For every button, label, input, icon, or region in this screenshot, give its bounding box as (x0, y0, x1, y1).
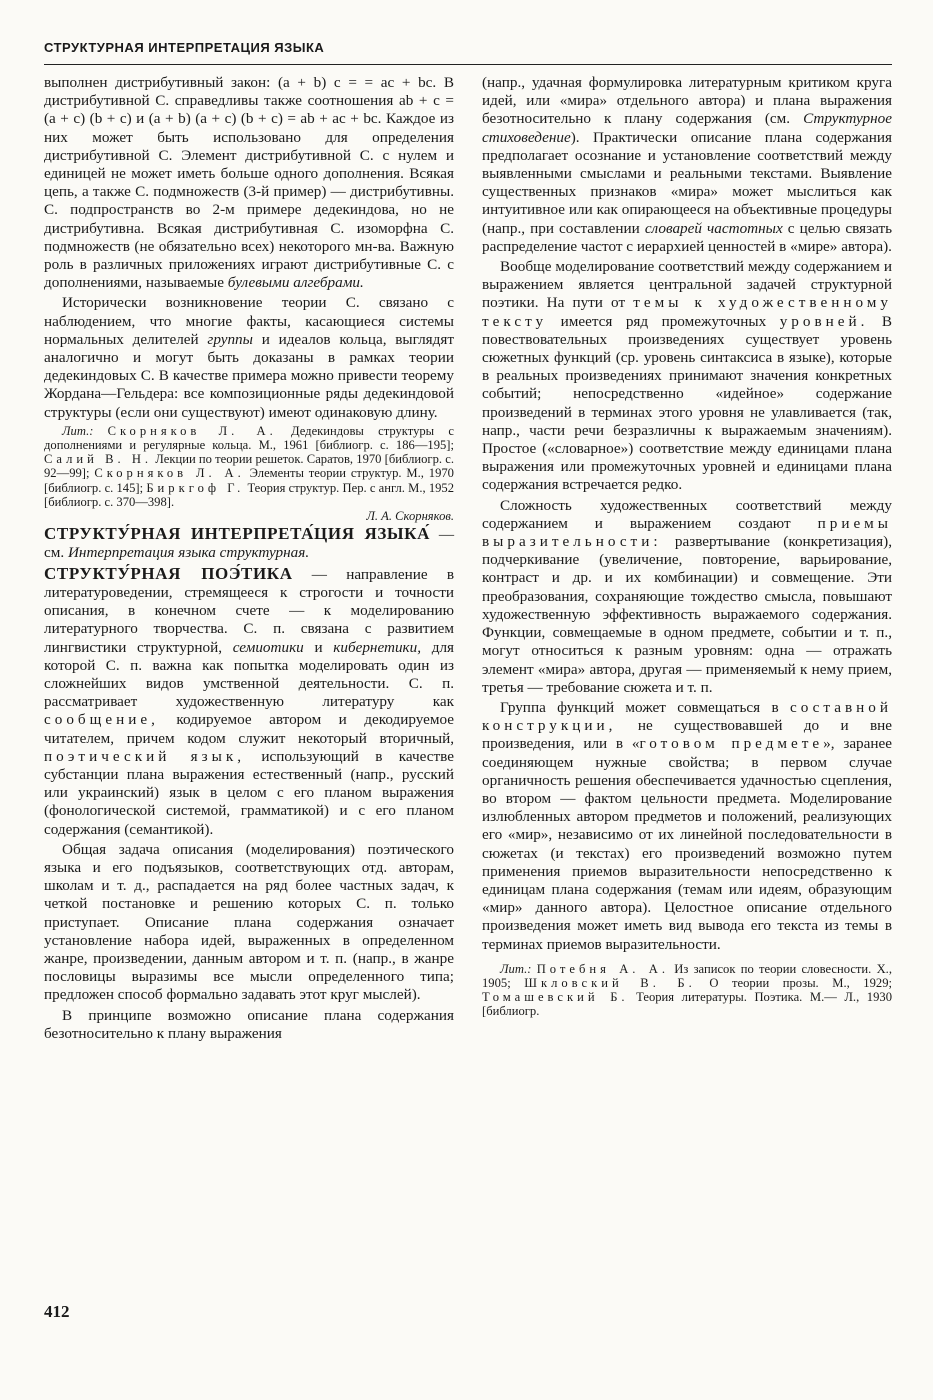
text: ). Практически описание плана содержания предполагает осознание и установление соответствий между выявленными смыслами и реальными текстами. Выявление существенных признаков «мира» может мыслиться как интуитивное или как опирающееся на объективные процедуры (напр., при составлении (482, 128, 892, 237)
author-attribution: Л. А. Скорняков. (366, 509, 454, 524)
text: Группа функций может совмещаться в (500, 698, 779, 716)
entry-structural-interpretation (44, 525, 454, 562)
bib-author: Томашевский Б. (482, 990, 629, 1005)
term-link: Структурное стиховедение (482, 110, 893, 146)
entry-structural-poetics (44, 565, 454, 839)
paragraph (482, 699, 892, 954)
bib-text: О теории прозы. М., 1929; (709, 975, 892, 990)
bib-author: Биркгоф Г. (146, 480, 245, 495)
text: развертывание (конкретизация), подчеркивание (увеличение, повторение, варьирование, контраст и др. и их комбинации) и совмещение. Эти преобразования, сохраняющие тождество смысла, повышают художественную эффективность выражаемого содержания. Функции, совмещаемые в одном предмете, событии и т. п., могут относиться к разным уровням: одна — отражать элемент «мира» автора, другая — применяемый к нему прием, третья — требование сюжета и т. п. (482, 533, 892, 696)
running-head: СТРУКТУРНАЯ ИНТЕРПРЕТАЦИЯ ЯЗЫКА (44, 40, 325, 55)
text: выполнен дистрибутивный закон: (a + b) c = = ac + bc. В дистрибутивной С. справедливы также соотношения ab + c = (a + c) (b + c) и (a + b) (a + c) (b + c) = ab + ac + bc. Каждое из них может быть использовано для определения дистрибутивной С. Элемент дистрибутивной С. с нулем и единицей не может иметь больше одного дополнения. Всякая цепь, а также С. подмножеств (3-й пример) — дистрибутивны. С. подпространств во 2-м примере дедекиндова, но не дистрибутивна. Всякая дистрибутивная С. изоморфна С. подмножеств (не обязательно всех) некоторого мн-ва. Важную роль в различных приложениях играют дистрибутивные С. с дополнениями, называемые (44, 74, 454, 292)
term-link: семиотики (232, 638, 304, 656)
bibliography (482, 962, 892, 1019)
bib-text: Из записок по теории словесности. Х., 1905; (482, 961, 892, 990)
entry-headword: СТРУКТУ́РНАЯ ИНТЕРПРЕТА́ЦИЯ ЯЗЫКА́ (44, 524, 430, 544)
paragraph (44, 294, 454, 421)
text: (напр., удачная формулировка литературным критиком круга идей, или «мира» отдельного автора) и плана выражения безотносительно к плану содержания (см. (482, 74, 892, 128)
lit-label: Лит.: (500, 961, 532, 976)
text: — см. (44, 526, 455, 562)
text: не существовавшей до и вне произведения, или в « (482, 717, 893, 753)
term-link: словарей частотных (644, 219, 783, 237)
lit-label: Лит.: (62, 423, 94, 438)
text: Исторически возникновение теории С. связано с наблюдением, что многие факты, касающиеся системы нормальных делителей (44, 294, 454, 348)
term-link: булевыми алгебрами. (227, 274, 364, 292)
paragraph: Общая задача описания (моделирования) поэтического языка и его подъязыков, соответствующих отд. авторам, школам и т. д., распадается на ряд более частных задач, к четкой постановке и решению которых С. п. только приступает. Описание плана содержания означает установление набора идей, выраженных в определенном жанре, произведении, данным автором и т. п. (напр., в жанре пословицы выразимы все мысли определенного типа; предложен способ формально задавать этот круг мыслей). (44, 840, 454, 1004)
bib-author: Салий В. Н. (44, 452, 153, 467)
paragraph (44, 74, 454, 292)
right-column (482, 74, 892, 1019)
spaced-term: сообщение, (44, 711, 159, 729)
bib-text: Теория литературы. Поэтика. М.— Л., 1930 [библиогр. (482, 990, 892, 1019)
paragraph (482, 74, 892, 256)
page-number: 412 (44, 1302, 70, 1321)
text: Сложность художественных соответствий между содержанием и выражением создают (482, 496, 892, 532)
left-column (44, 74, 454, 1043)
paragraph: В принципе возможно описание плана содержания безотносительно к плану выражения (44, 1006, 454, 1042)
text: », заранее соединяющем нужные свойства; в первом случае органичность решения обеспечивается удачностью сцепления, во втором — фактом цельности предмета. Моделирование излюбленных автором предметов и положений, реализующих его «мир», независимо от их линейной последовательности в сюжетах (и текстах) его произведений возможно путем применения приемов выразительности непосредственно к единицам плана содержания (темам или идеям, образующим «мир» данного автора). Целостное описание отдельного произведения может иметь вид вывода его текста из темы в терминах приемов выразительности. (482, 735, 893, 953)
text: с целью связать распределение частот с иерархией ценностей в «мире» автора). (482, 219, 893, 255)
bib-author: Скорняков Л. А. (107, 423, 277, 438)
cross-reference: Интерпретация языка структурная. (67, 544, 310, 562)
term-link: кибернетики, (333, 638, 422, 656)
spaced-term: темы к художественному тексту (482, 294, 893, 330)
bib-text: Лекции по теории решеток. Саратов, 1970 [библиогр. с. 92—99]; (44, 452, 454, 481)
text: и идеалов кольца, выглядят аналогично и могут быть доказаны в рамках теории дедекиндовых С. В качестве примера можно привести теорему Жордана—Гельдера: все композиционные ряды дедекиндовой структуры (если они существуют) имеют одинаковую длину. (44, 330, 454, 421)
bib-text: Теория структур. Пер. с англ. М., 1952 [библиогр. с. 370—398]. (44, 480, 455, 509)
spaced-term: готовом предмете (639, 735, 824, 753)
text: для которой С. п. важна как попытка моделировать один из сложнейших видов умственной деятельности. С. п. рассматривает художественную литературу как (44, 638, 455, 711)
paragraph (482, 258, 892, 495)
text: использующий в качестве субстанции плана выражения естественный (напр., русский или украинский) язык в целом с его планом выражения (фонологической системой, грамматикой) и с его планом содержания (семантикой). (44, 747, 454, 838)
header-rule (44, 64, 892, 65)
spaced-term: приемы выразительности: (482, 514, 892, 551)
text: кодируемое автором и декодируемое читателем, причем кодом служит некоторый вторичный, (44, 711, 454, 747)
text: В повествовательных произведениях существует уровень сюжетных функций (ср. уровень синтаксиса в языке), которые в реальных произведениях принимают значения конкретных событий; непосредственно «идейное» содержание произведений в терминах этого уровня не улавливается (так, напр., части речи безразличны к выражаемым значениям). Простое («словарное») соответствие между единицами плана выражения или промежуточных уровней и единицами плана содержания встречается редко. (482, 312, 893, 494)
text: имеется ряд промежуточных (560, 312, 767, 330)
term-link: группы (207, 330, 253, 348)
spaced-term: уровней. (779, 312, 869, 330)
bib-text: Дедекиндовы структуры с дополнениями и регулярные кольца. М., 1961 [библиогр. с. 186—195]; (44, 423, 454, 453)
bib-author: Шкловский В. Б. (524, 975, 696, 990)
text: — направление в литературоведении, стремящееся к строгости и точности описания, в конечном счете — к моделированию литературного творчества. С. п. связана с развитием лингвистики структурной, (44, 565, 455, 656)
entry-headword: СТРУКТУ́РНАЯ ПОЭ́ТИКА (44, 563, 293, 583)
bib-text: Элементы теории структур. М., 1970 [библиогр. с. 145]; (44, 466, 454, 495)
paragraph (482, 497, 892, 697)
text: Вообще моделирование соответствий между содержанием и выражением является центральной задачей структурной поэтики. На пути от (482, 258, 892, 312)
text: и (314, 638, 323, 656)
bib-author: Скорняков Л. А. (94, 466, 245, 481)
bib-author: Потебня А. А. (536, 961, 669, 976)
spaced-term: составной конструкции, (482, 698, 892, 735)
bibliography (44, 424, 454, 523)
spaced-term: поэтический язык, (44, 747, 246, 765)
